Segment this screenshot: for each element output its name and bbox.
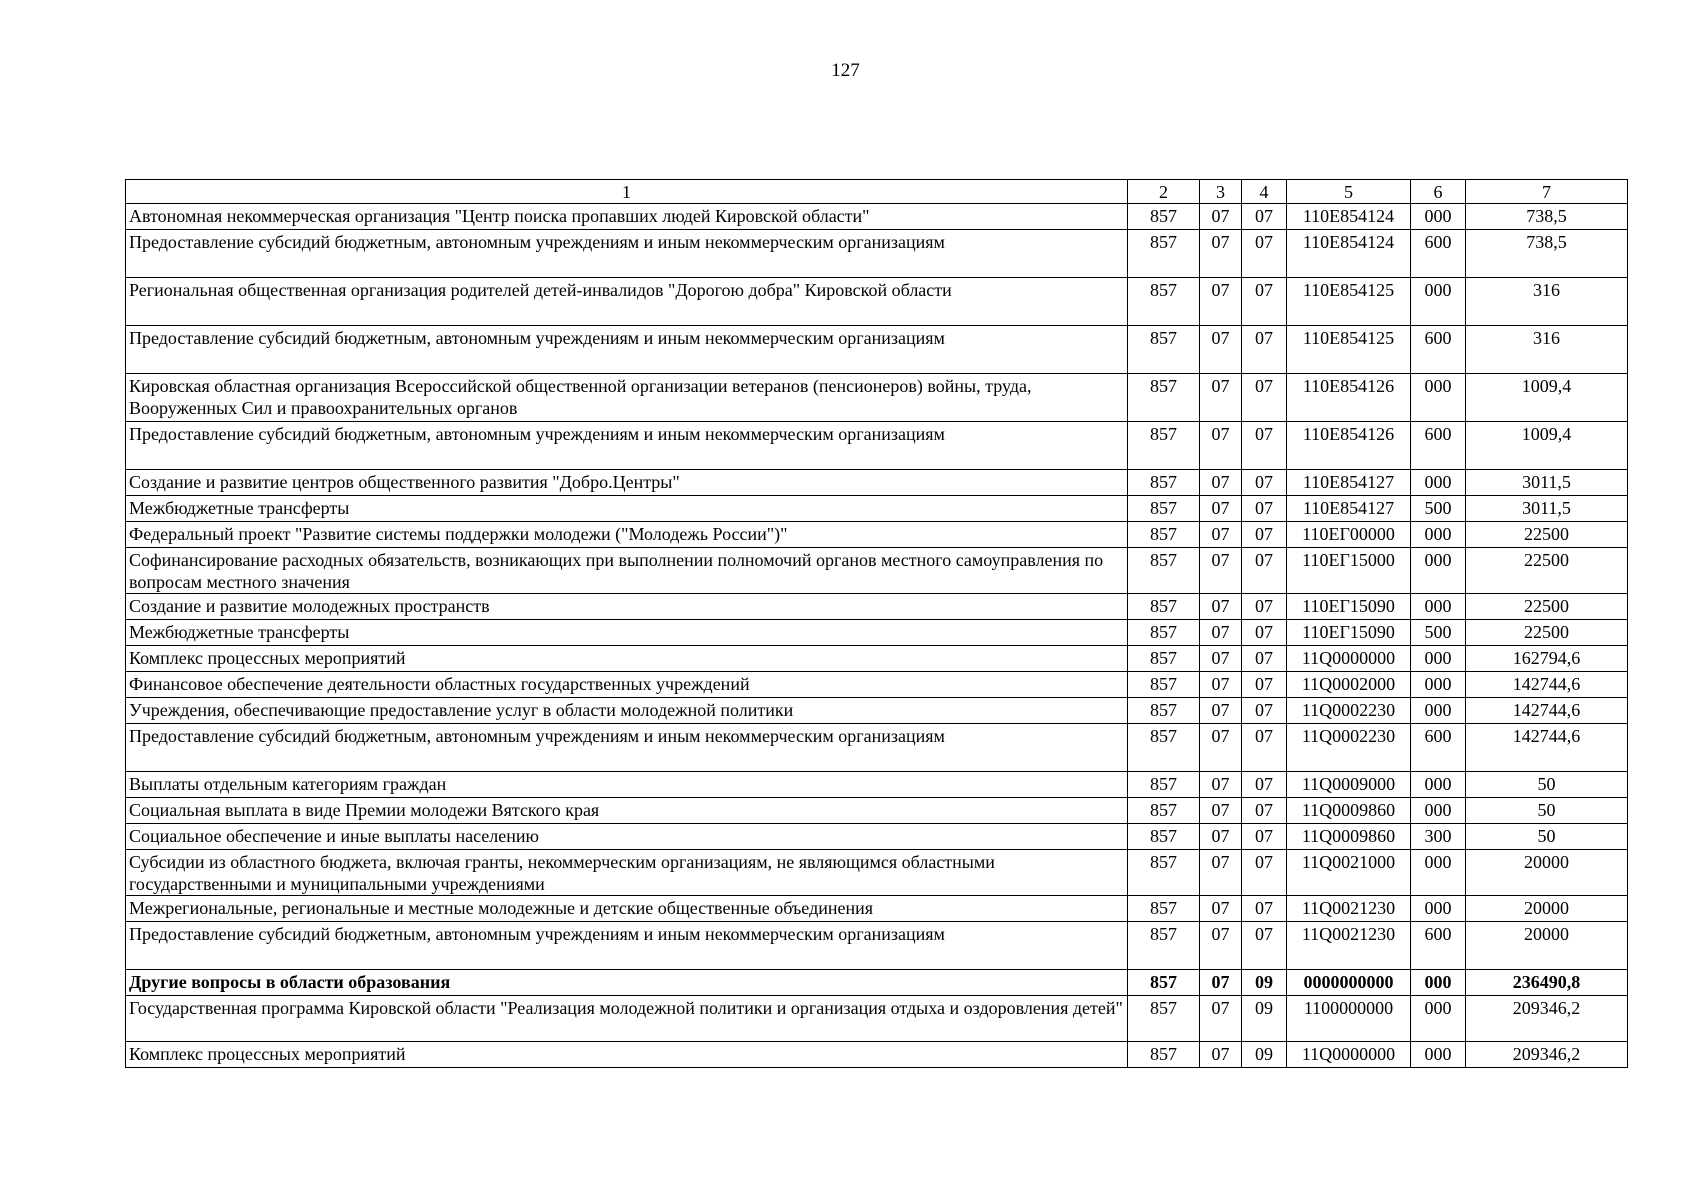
row-name-cell: Субсидии из областного бюджета, включая гранты, некоммерческим организациям, не являющимся областными государственными и муниципальными учреждениями (126, 850, 1128, 896)
row-amount-cell: 20000 (1466, 922, 1628, 970)
row-name-cell: Выплаты отдельным категориям граждан (126, 772, 1128, 798)
row-amount-cell: 209346,2 (1466, 1042, 1628, 1068)
row-name-cell: Межбюджетные трансферты (126, 496, 1128, 522)
row-section-cell: 07 (1200, 672, 1242, 698)
row-target-article-cell: 110E854126 (1287, 422, 1411, 470)
row-target-article-cell: 110E854127 (1287, 496, 1411, 522)
row-section-cell: 07 (1200, 496, 1242, 522)
row-ved-cell: 857 (1128, 278, 1200, 326)
row-ved-cell: 857 (1128, 594, 1200, 620)
table-row (126, 470, 1628, 496)
table-row (126, 548, 1628, 594)
row-expense-type-cell: 000 (1411, 522, 1466, 548)
row-target-article-cell: 11Q0021000 (1287, 850, 1411, 896)
row-name-cell: Создание и развитие молодежных пространств (126, 594, 1128, 620)
row-expense-type-cell: 600 (1411, 724, 1466, 772)
row-name-cell: Предоставление субсидий бюджетным, автономным учреждениям и иным некоммерческим организациям (126, 922, 1128, 970)
row-name-cell: Межрегиональные, региональные и местные молодежные и детские общественные объединения (126, 896, 1128, 922)
row-name-cell: Федеральный проект "Развитие системы поддержки молодежи ("Молодежь России")" (126, 522, 1128, 548)
row-target-article-cell: 11Q0002230 (1287, 698, 1411, 724)
row-amount-cell: 3011,5 (1466, 496, 1628, 522)
row-expense-type-cell: 500 (1411, 620, 1466, 646)
column-header: 4 (1242, 180, 1287, 204)
table-row (126, 724, 1628, 772)
row-expense-type-cell: 000 (1411, 470, 1466, 496)
row-expense-type-cell: 600 (1411, 230, 1466, 278)
row-subsection-cell: 07 (1242, 594, 1287, 620)
table-row (126, 672, 1628, 698)
row-section-cell: 07 (1200, 278, 1242, 326)
row-target-article-cell: 110E854125 (1287, 278, 1411, 326)
table-row (126, 230, 1628, 278)
row-amount-cell: 738,5 (1466, 230, 1628, 278)
row-amount-cell: 22500 (1466, 594, 1628, 620)
column-header: 1 (126, 180, 1128, 204)
row-ved-cell: 857 (1128, 896, 1200, 922)
row-subsection-cell: 07 (1242, 326, 1287, 374)
table-row (126, 798, 1628, 824)
row-expense-type-cell: 600 (1411, 326, 1466, 374)
table-row (126, 646, 1628, 672)
row-subsection-cell: 07 (1242, 496, 1287, 522)
row-expense-type-cell: 000 (1411, 278, 1466, 326)
row-ved-cell: 857 (1128, 970, 1200, 996)
row-amount-cell: 22500 (1466, 522, 1628, 548)
row-amount-cell: 20000 (1466, 850, 1628, 896)
row-subsection-cell: 07 (1242, 922, 1287, 970)
row-name-cell: Учреждения, обеспечивающие предоставление услуг в области молодежной политики (126, 698, 1128, 724)
row-subsection-cell: 07 (1242, 422, 1287, 470)
row-subsection-cell: 09 (1242, 1042, 1287, 1068)
row-target-article-cell: 110E854124 (1287, 204, 1411, 230)
row-name-cell: Социальное обеспечение и иные выплаты населению (126, 824, 1128, 850)
row-target-article-cell: 11Q0002230 (1287, 724, 1411, 772)
row-name-cell: Финансовое обеспечение деятельности областных государственных учреждений (126, 672, 1128, 698)
row-name-cell: Софинансирование расходных обязательств, возникающих при выполнении полномочий органов местного самоуправления по вопросам местного значения (126, 548, 1128, 594)
table-row (126, 922, 1628, 970)
row-amount-cell: 738,5 (1466, 204, 1628, 230)
row-ved-cell: 857 (1128, 374, 1200, 422)
row-ved-cell: 857 (1128, 204, 1200, 230)
row-subsection-cell: 07 (1242, 798, 1287, 824)
row-expense-type-cell: 500 (1411, 496, 1466, 522)
row-ved-cell: 857 (1128, 548, 1200, 594)
row-subsection-cell: 07 (1242, 824, 1287, 850)
row-expense-type-cell: 000 (1411, 548, 1466, 594)
row-subsection-cell: 07 (1242, 896, 1287, 922)
row-section-cell: 07 (1200, 522, 1242, 548)
row-name-cell: Создание и развитие центров общественного развития "Добро.Центры" (126, 470, 1128, 496)
table-row (126, 824, 1628, 850)
column-header: 2 (1128, 180, 1200, 204)
row-name-cell: Кировская областная организация Всероссийской общественной организации ветеранов (пенсионеров) войны, труда, Вооруженных Сил и правоохранительных органов (126, 374, 1128, 422)
row-target-article-cell: 11Q0021230 (1287, 896, 1411, 922)
row-subsection-cell: 07 (1242, 230, 1287, 278)
row-name-cell: Предоставление субсидий бюджетным, автономным учреждениям и иным некоммерческим организациям (126, 326, 1128, 374)
row-subsection-cell: 07 (1242, 646, 1287, 672)
row-amount-cell: 20000 (1466, 896, 1628, 922)
table-row (126, 996, 1628, 1042)
row-name-cell: Государственная программа Кировской области "Реализация молодежной политики и организация отдыха и оздоровления детей" (126, 996, 1128, 1042)
row-ved-cell: 857 (1128, 850, 1200, 896)
row-name-cell: Предоставление субсидий бюджетным, автономным учреждениям и иным некоммерческим организациям (126, 724, 1128, 772)
row-amount-cell: 316 (1466, 278, 1628, 326)
row-section-cell: 07 (1200, 326, 1242, 374)
row-section-cell: 07 (1200, 646, 1242, 672)
row-expense-type-cell: 000 (1411, 594, 1466, 620)
row-expense-type-cell: 000 (1411, 850, 1466, 896)
row-subsection-cell: 09 (1242, 996, 1287, 1042)
row-subsection-cell: 07 (1242, 772, 1287, 798)
row-expense-type-cell: 000 (1411, 1042, 1466, 1068)
row-expense-type-cell: 000 (1411, 772, 1466, 798)
row-ved-cell: 857 (1128, 798, 1200, 824)
row-subsection-cell: 07 (1242, 374, 1287, 422)
row-expense-type-cell: 000 (1411, 698, 1466, 724)
table-row (126, 896, 1628, 922)
row-section-cell: 07 (1200, 698, 1242, 724)
row-section-cell: 07 (1200, 772, 1242, 798)
row-subsection-cell: 07 (1242, 204, 1287, 230)
row-target-article-cell: 110ЕГ00000 (1287, 522, 1411, 548)
row-ved-cell: 857 (1128, 824, 1200, 850)
row-target-article-cell: 110ЕГ15000 (1287, 548, 1411, 594)
row-subsection-cell: 09 (1242, 970, 1287, 996)
row-ved-cell: 857 (1128, 672, 1200, 698)
row-amount-cell: 1009,4 (1466, 422, 1628, 470)
row-section-cell: 07 (1200, 548, 1242, 594)
row-amount-cell: 50 (1466, 824, 1628, 850)
row-section-cell: 07 (1200, 896, 1242, 922)
budget-table (125, 179, 1628, 1068)
row-name-cell: Автономная некоммерческая организация "Центр поиска пропавших людей Кировской области" (126, 204, 1128, 230)
row-expense-type-cell: 600 (1411, 922, 1466, 970)
row-ved-cell: 857 (1128, 922, 1200, 970)
table-row (126, 374, 1628, 422)
row-name-cell: Другие вопросы в области образования (126, 970, 1128, 996)
row-name-cell: Региональная общественная организация родителей детей-инвалидов "Дорогою добра" Кировской области (126, 278, 1128, 326)
row-amount-cell: 316 (1466, 326, 1628, 374)
row-section-cell: 07 (1200, 1042, 1242, 1068)
table-row (126, 522, 1628, 548)
row-section-cell: 07 (1200, 374, 1242, 422)
row-amount-cell: 50 (1466, 772, 1628, 798)
column-header: 3 (1200, 180, 1242, 204)
row-section-cell: 07 (1200, 620, 1242, 646)
row-target-article-cell: 11Q0000000 (1287, 1042, 1411, 1068)
row-target-article-cell: 110E854126 (1287, 374, 1411, 422)
row-ved-cell: 857 (1128, 496, 1200, 522)
table-row (126, 422, 1628, 470)
row-target-article-cell: 11Q0000000 (1287, 646, 1411, 672)
row-expense-type-cell: 300 (1411, 824, 1466, 850)
row-ved-cell: 857 (1128, 646, 1200, 672)
row-amount-cell: 142744,6 (1466, 672, 1628, 698)
row-ved-cell: 857 (1128, 230, 1200, 278)
row-subsection-cell: 07 (1242, 724, 1287, 772)
row-expense-type-cell: 000 (1411, 798, 1466, 824)
row-amount-cell: 162794,6 (1466, 646, 1628, 672)
row-target-article-cell: 110E854127 (1287, 470, 1411, 496)
row-subsection-cell: 07 (1242, 522, 1287, 548)
row-section-cell: 07 (1200, 422, 1242, 470)
row-expense-type-cell: 000 (1411, 896, 1466, 922)
row-amount-cell: 50 (1466, 798, 1628, 824)
row-expense-type-cell: 000 (1411, 672, 1466, 698)
row-amount-cell: 1009,4 (1466, 374, 1628, 422)
column-number-row (126, 180, 1628, 204)
row-target-article-cell: 11Q0021230 (1287, 922, 1411, 970)
table-row (126, 698, 1628, 724)
row-ved-cell: 857 (1128, 422, 1200, 470)
table-row (126, 772, 1628, 798)
row-name-cell: Предоставление субсидий бюджетным, автономным учреждениям и иным некоммерческим организациям (126, 230, 1128, 278)
row-section-cell: 07 (1200, 996, 1242, 1042)
row-expense-type-cell: 000 (1411, 970, 1466, 996)
row-amount-cell: 236490,8 (1466, 970, 1628, 996)
row-ved-cell: 857 (1128, 522, 1200, 548)
row-name-cell: Межбюджетные трансферты (126, 620, 1128, 646)
row-section-cell: 07 (1200, 850, 1242, 896)
table-body (126, 204, 1628, 1068)
row-subsection-cell: 07 (1242, 278, 1287, 326)
row-ved-cell: 857 (1128, 698, 1200, 724)
table-row (126, 278, 1628, 326)
row-section-cell: 07 (1200, 724, 1242, 772)
row-section-cell: 07 (1200, 230, 1242, 278)
row-name-cell: Предоставление субсидий бюджетным, автономным учреждениям и иным некоммерческим организациям (126, 422, 1128, 470)
column-header: 7 (1466, 180, 1628, 204)
row-section-cell: 07 (1200, 970, 1242, 996)
row-amount-cell: 142744,6 (1466, 698, 1628, 724)
row-subsection-cell: 07 (1242, 548, 1287, 594)
row-section-cell: 07 (1200, 922, 1242, 970)
row-target-article-cell: 110ЕГ15090 (1287, 620, 1411, 646)
row-target-article-cell: 11Q0009860 (1287, 798, 1411, 824)
row-target-article-cell: 11Q0009860 (1287, 824, 1411, 850)
row-section-cell: 07 (1200, 824, 1242, 850)
row-target-article-cell: 0000000000 (1287, 970, 1411, 996)
row-subsection-cell: 07 (1242, 698, 1287, 724)
row-ved-cell: 857 (1128, 470, 1200, 496)
table-row (126, 204, 1628, 230)
row-amount-cell: 3011,5 (1466, 470, 1628, 496)
row-subsection-cell: 07 (1242, 850, 1287, 896)
row-amount-cell: 209346,2 (1466, 996, 1628, 1042)
row-target-article-cell: 11Q0002000 (1287, 672, 1411, 698)
row-subsection-cell: 07 (1242, 620, 1287, 646)
row-amount-cell: 142744,6 (1466, 724, 1628, 772)
row-name-cell: Социальная выплата в виде Премии молодежи Вятского края (126, 798, 1128, 824)
table-row (126, 326, 1628, 374)
row-amount-cell: 22500 (1466, 548, 1628, 594)
row-expense-type-cell: 000 (1411, 646, 1466, 672)
row-target-article-cell: 110E854124 (1287, 230, 1411, 278)
table-row (126, 850, 1628, 896)
row-subsection-cell: 07 (1242, 672, 1287, 698)
row-expense-type-cell: 000 (1411, 204, 1466, 230)
row-expense-type-cell: 600 (1411, 422, 1466, 470)
row-target-article-cell: 1100000000 (1287, 996, 1411, 1042)
row-section-cell: 07 (1200, 798, 1242, 824)
table-row (126, 496, 1628, 522)
row-target-article-cell: 110E854125 (1287, 326, 1411, 374)
row-section-cell: 07 (1200, 470, 1242, 496)
row-ved-cell: 857 (1128, 1042, 1200, 1068)
row-ved-cell: 857 (1128, 772, 1200, 798)
row-ved-cell: 857 (1128, 996, 1200, 1042)
row-name-cell: Комплекс процессных мероприятий (126, 646, 1128, 672)
column-header: 5 (1287, 180, 1411, 204)
row-name-cell: Комплекс процессных мероприятий (126, 1042, 1128, 1068)
page-number: 127 (831, 60, 860, 81)
row-amount-cell: 22500 (1466, 620, 1628, 646)
table-row (126, 594, 1628, 620)
table-row (126, 620, 1628, 646)
row-expense-type-cell: 000 (1411, 374, 1466, 422)
row-target-article-cell: 11Q0009000 (1287, 772, 1411, 798)
row-ved-cell: 857 (1128, 620, 1200, 646)
table-row (126, 1042, 1628, 1068)
row-subsection-cell: 07 (1242, 470, 1287, 496)
row-ved-cell: 857 (1128, 724, 1200, 772)
row-ved-cell: 857 (1128, 326, 1200, 374)
column-header: 6 (1411, 180, 1466, 204)
row-section-cell: 07 (1200, 204, 1242, 230)
row-section-cell: 07 (1200, 594, 1242, 620)
table-row (126, 970, 1628, 996)
row-expense-type-cell: 000 (1411, 996, 1466, 1042)
row-target-article-cell: 110ЕГ15090 (1287, 594, 1411, 620)
